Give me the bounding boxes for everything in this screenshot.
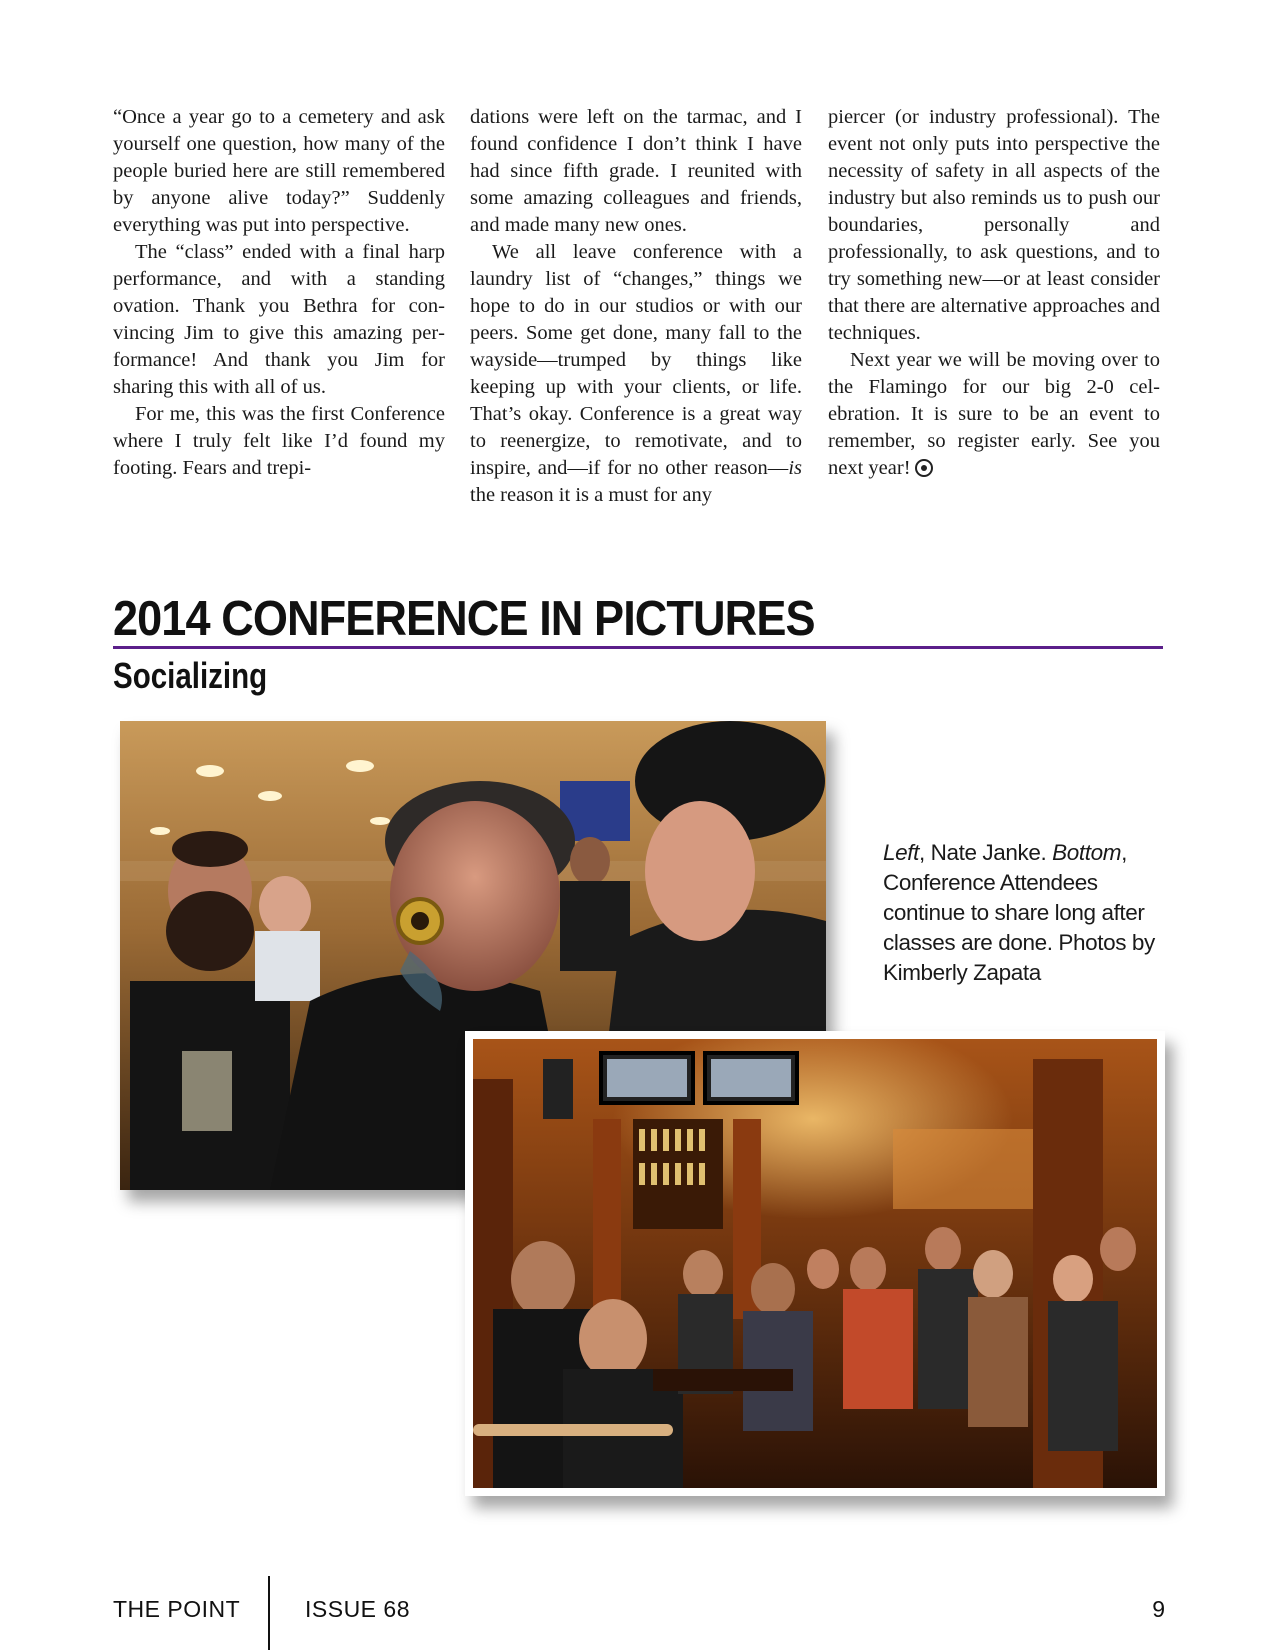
photo-caption — [883, 838, 1173, 988]
photo-conference-attendees — [465, 1031, 1165, 1496]
footer-issue: ISSUE 68 — [305, 1596, 410, 1622]
caption-left-label: Left — [883, 840, 919, 865]
photo-conference-attendees-frame — [473, 1039, 1157, 1488]
paragraph-text: We all leave conference with a laundry list of “changes,” things we hope to do in our studios or with our peers. Some get done, many fall to the wayside—trumped by things like keeping up with your clients, or life. That’s okay. Conference is a great way to reenergize, to remotivate, and to inspire, and—if for no other reason— — [470, 241, 802, 479]
article-column-2 — [470, 104, 802, 509]
paragraph: The “class” ended with a final harp performance, and with a standing ovation. Thank you Bethra for convincing Jim to give this amazing performance! And thank you Jim for sharing this with all of us. — [113, 241, 445, 398]
paragraph: “Once a year go to a cemetery and ask yourself one question, how many of the people buried here are still remembered by anyone alive today?” Suddenly everything was put into perspective. — [113, 106, 445, 236]
article-column-3 — [828, 104, 1160, 482]
footer-divider — [268, 1576, 270, 1650]
section-subtitle: Socializing — [113, 655, 268, 696]
page-number: 9 — [1152, 1596, 1165, 1622]
caption-left-text: , Nate Janke. — [918, 840, 1053, 865]
caption-bottom-text: , Conference Attendees continue to share long after classes are done. Photos by Kimberly Zapata — [883, 840, 1155, 985]
article-column-1 — [113, 104, 445, 482]
paragraph — [828, 347, 1160, 482]
end-of-article-icon — [915, 459, 933, 477]
footer-publication: THE POINT — [113, 1596, 241, 1622]
section-title: 2014 CONFERENCE IN PICTURES — [113, 592, 815, 646]
paragraph-text: the reason it is a must for any — [470, 484, 712, 506]
emphasis-text: is — [788, 457, 802, 479]
paragraph-text: Next year we will be moving over to the Flamingo for our big 2-0 celebration. It is sure to be an event to remember, so register early. See you next year! — [828, 349, 1160, 479]
photo-conference-attendees-image — [473, 1039, 1157, 1488]
paragraph: For me, this was the first Conference where I truly felt like I’d found my footing. Fears and trepi- — [113, 403, 445, 479]
section-divider — [113, 646, 1163, 649]
paragraph: piercer (or industry professional). The event not only puts into perspective the necessity of safety in all aspects of the industry but also reminds us to push our boundaries, personally and professionally, to ask questions, and to try something new—or at least consider that there are alternative approaches and techniques. — [828, 106, 1160, 344]
paragraph — [470, 239, 802, 509]
paragraph: dations were left on the tarmac, and I found confidence I don’t think I have had since fifth grade. I reunited with some amazing colleagues and friends, and made many new ones. — [470, 106, 802, 236]
caption-bottom-label: Bottom — [1052, 840, 1122, 865]
